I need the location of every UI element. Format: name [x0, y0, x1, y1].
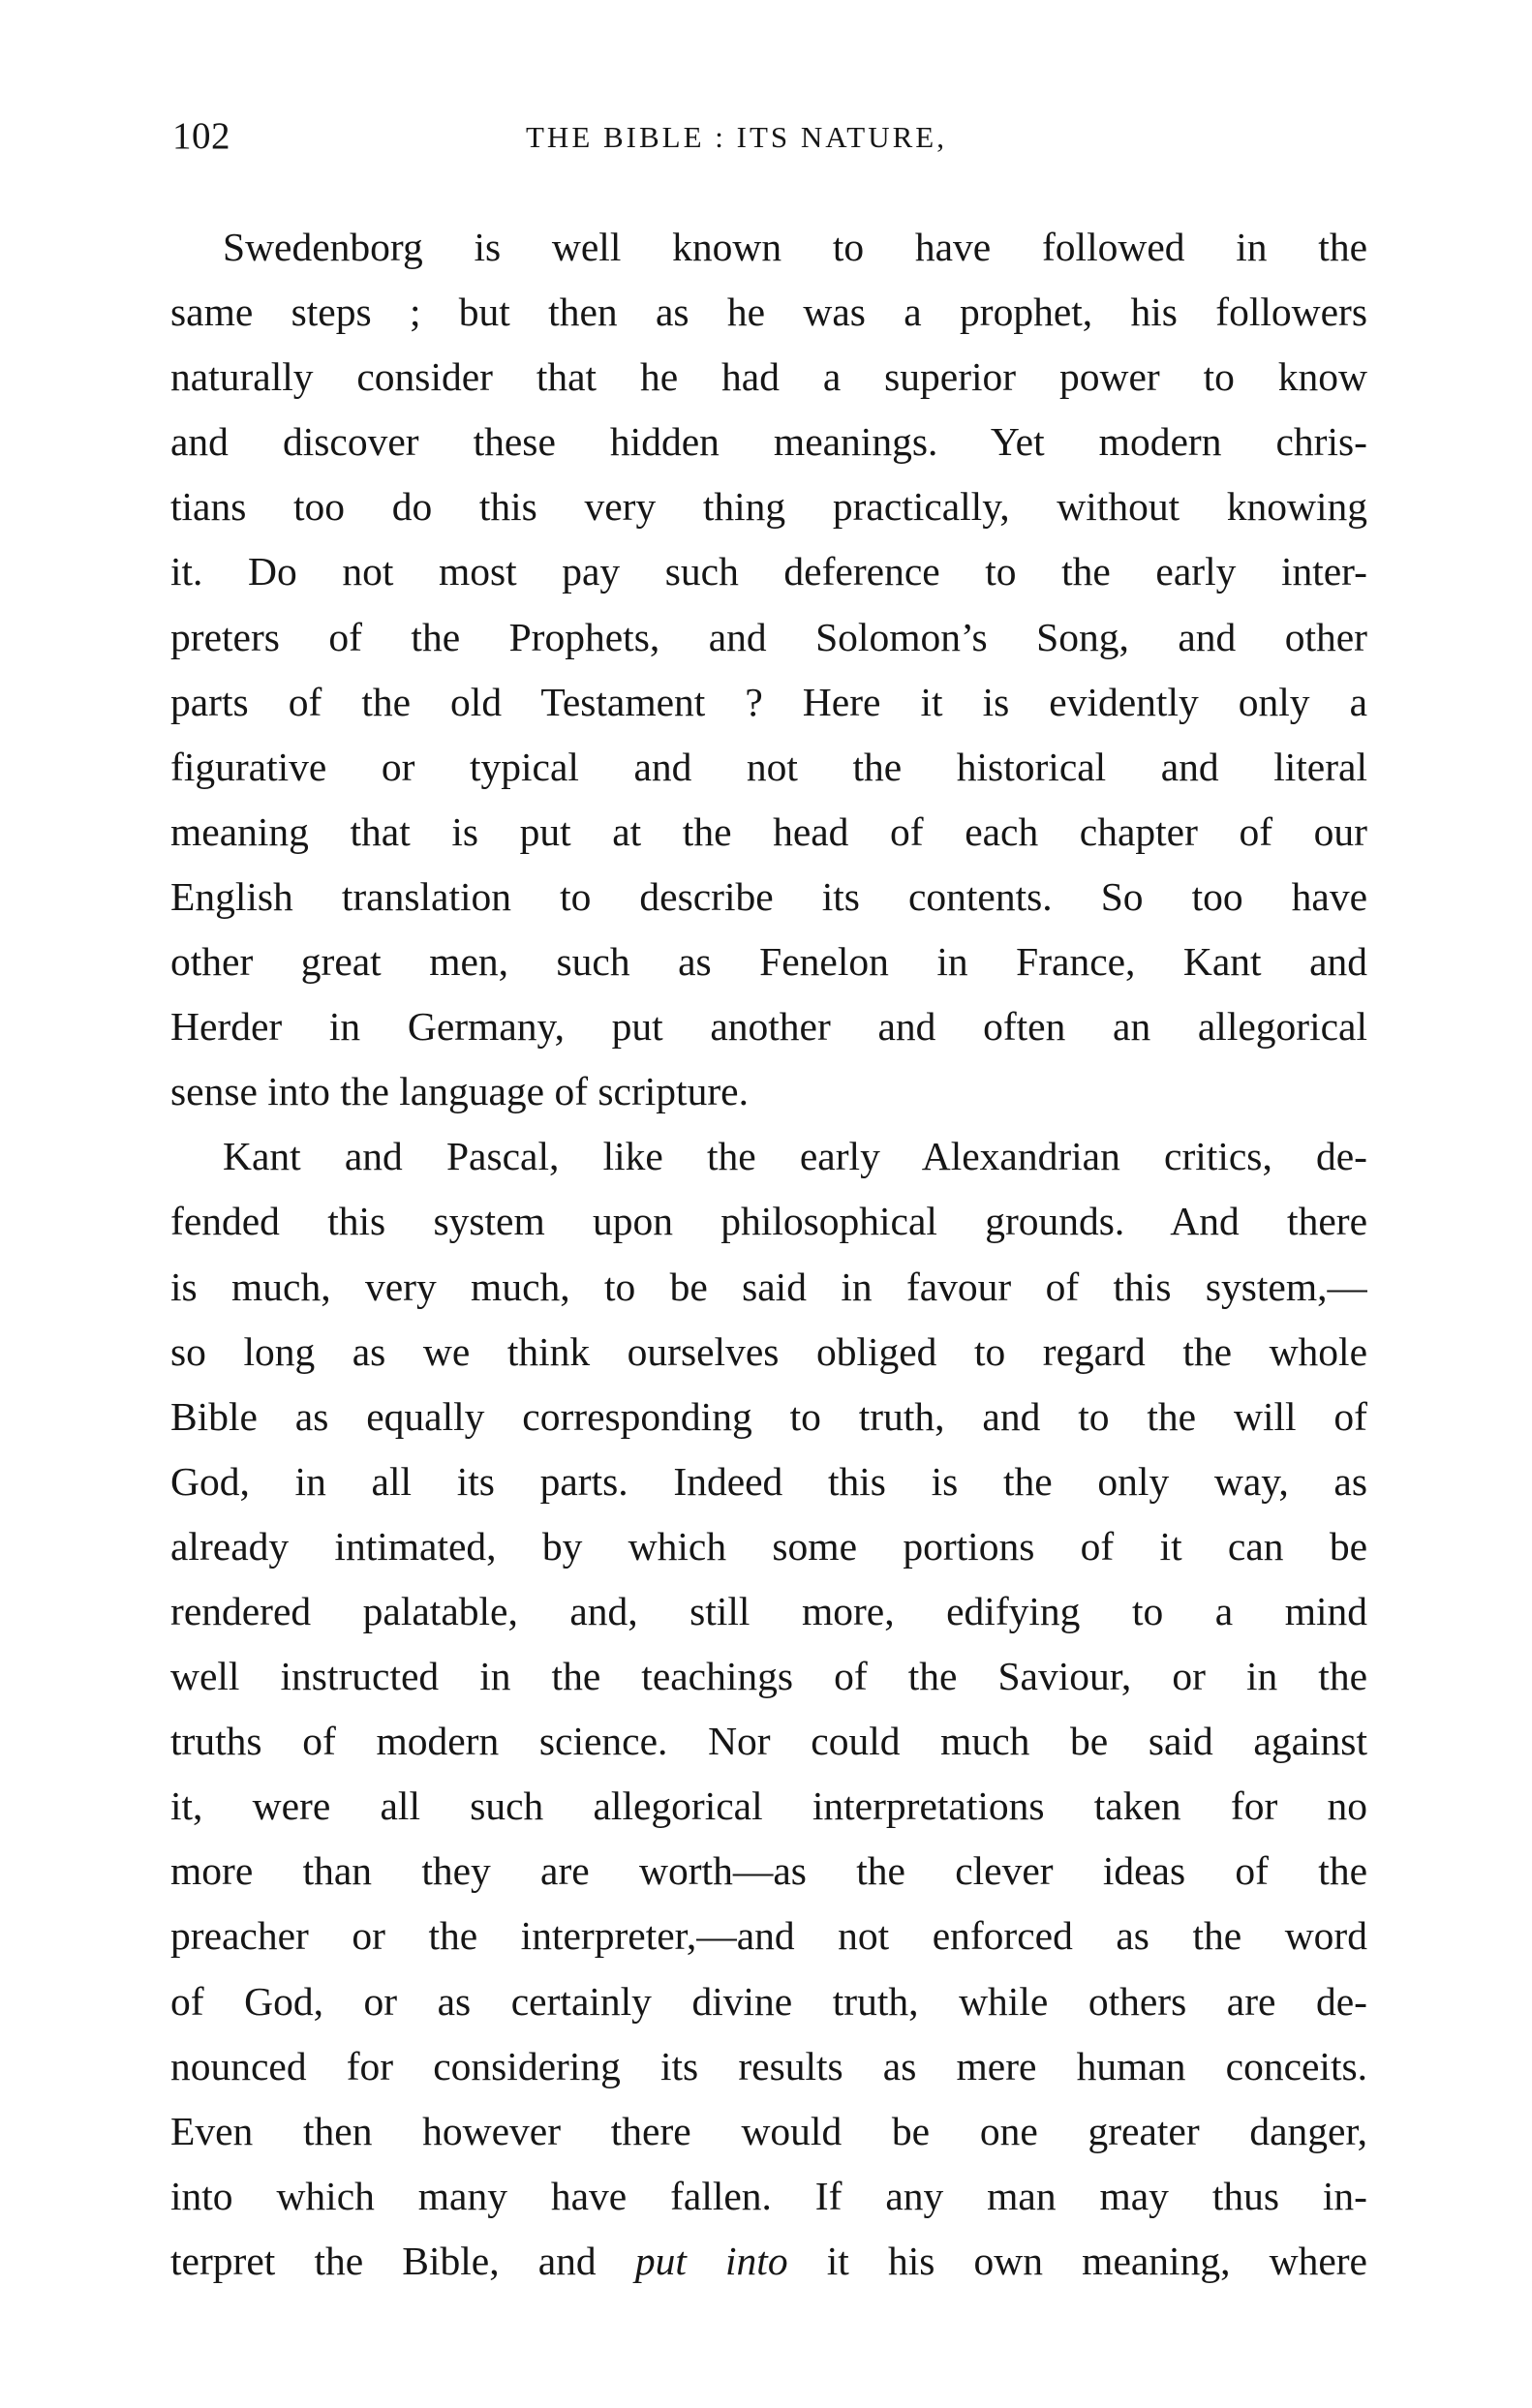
text-line: sense into the language of scripture.	[170, 1069, 749, 1114]
page-number: 102	[172, 115, 230, 157]
text-line: Herder in Germany, put another and often an allegorical	[170, 1004, 1367, 1050]
text-line: is much, very much, to be said in favour of this system,—	[170, 1264, 1367, 1309]
text-line: Bible as equally corresponding to truth, and to the will of	[170, 1393, 1367, 1439]
text-line: of God, or as certainly divine truth, while others are de-	[170, 1978, 1367, 2024]
text-line: already intimated, by which some portions of it can be	[170, 1523, 1367, 1569]
text-line: nounced for considering its results as mere human conceits.	[170, 2043, 1367, 2088]
text-line: preters of the Prophets, and Solomon’s Song, and other	[170, 614, 1367, 659]
text-line: fended this system upon philosophical grounds. And there	[170, 1199, 1367, 1244]
text-line: more than they are worth—as the clever ideas of the	[170, 1848, 1367, 1894]
running-title: THE BIBLE : ITS NATURE,	[526, 120, 947, 154]
text-line: tians too do this very thing practically, without knowing	[170, 484, 1367, 530]
body-text	[170, 215, 1367, 2294]
text-line: well instructed in the teachings of the Saviour, or in the	[170, 1654, 1367, 1699]
text-line-final	[170, 2229, 1367, 2294]
text-line: figurative or typical and not the historical and literal	[170, 744, 1367, 789]
text-line: Kant and Pascal, like the early Alexandrian critics, de-	[223, 1134, 1367, 1179]
text-line: same steps ; but then as he was a prophet, his followers	[170, 290, 1367, 335]
text-segment: terpret the Bible, and	[170, 2238, 635, 2283]
text-line: so long as we think ourselves obliged to regard the whole	[170, 1328, 1367, 1374]
text-line: it. Do not most pay such deference to the early inter-	[170, 549, 1367, 594]
text-line: other great men, such as Fenelon in France, Kant and	[170, 939, 1367, 985]
text-segment: it his own meaning, where	[787, 2238, 1367, 2283]
text-line: Even then however there would be one greater danger,	[170, 2108, 1367, 2153]
text-line: English translation to describe its contents. So too have	[170, 873, 1367, 919]
text-line: it, were all such allegorical interpretations taken for no	[170, 1783, 1367, 1829]
text-line: naturally consider that he had a superior power to know	[170, 354, 1367, 400]
text-line: into which many have fallen. If any man may thus in-	[170, 2173, 1367, 2218]
paragraph-2	[170, 1124, 1367, 2294]
paragraph-1	[170, 215, 1367, 1124]
text-line: meaning that is put at the head of each chapter of our	[170, 808, 1367, 854]
text-line: parts of the old Testament ? Here it is evidently only a	[170, 679, 1367, 724]
text-line: God, in all its parts. Indeed this is the only way, as	[170, 1458, 1367, 1504]
text-line: Swedenborg is well known to have followed in the	[223, 225, 1367, 269]
emphasized-text: put into	[634, 2238, 788, 2283]
text-line: rendered palatable, and, still more, edifying to a mind	[170, 1588, 1367, 1633]
text-line: truths of modern science. Nor could much be said against	[170, 1719, 1367, 1764]
text-line: preacher or the interpreter,—and not enforced as the word	[170, 1913, 1367, 1959]
text-line: and discover these hidden meanings. Yet modern chris-	[170, 419, 1367, 465]
running-head	[172, 114, 1365, 172]
